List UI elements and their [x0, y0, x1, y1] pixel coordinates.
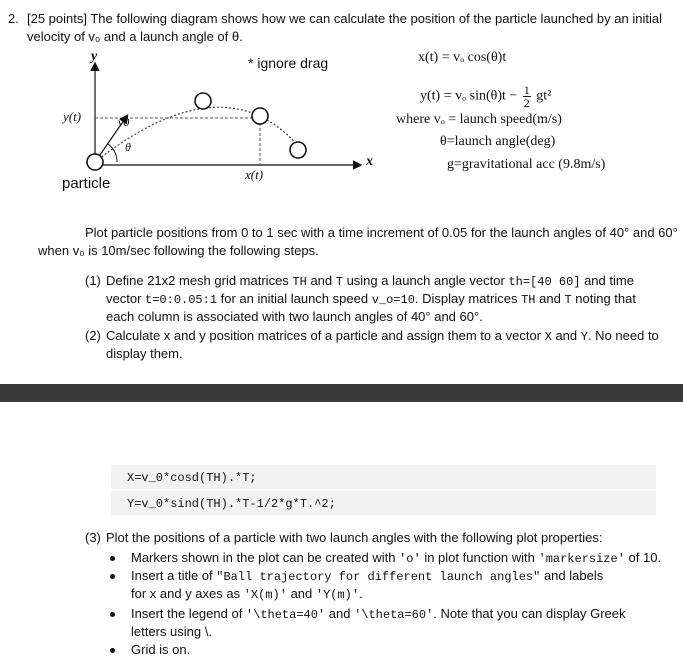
- step3-label: (3): [85, 530, 101, 545]
- step1-line3: each column is associated with two launch angles of 40° and 60°.: [106, 309, 483, 324]
- code-line2: Y=v_0*sind(TH).*T-1/2*g*T.^2;: [127, 497, 336, 511]
- problem-header-line1: [25 points] The following diagram shows how we can calculate the position of the particle launched by an initial: [27, 11, 662, 26]
- theta-definition: θ=launch angle(deg): [440, 134, 556, 149]
- theta-label: θ: [125, 140, 131, 154]
- step2-line1: Calculate x and y position matrices of a particle and assign them to a vector X and Y. No need to: [106, 328, 659, 344]
- bullet-dot: [110, 574, 115, 579]
- equation-x: x(t) = vₒ cos(θ)t: [418, 50, 507, 65]
- step1-line1: Define 21x2 mesh grid matrices TH and T using a launch angle vector th=[40 60] and time: [106, 273, 634, 289]
- y-axis-label: y: [91, 49, 98, 64]
- step1-label: (1): [85, 273, 101, 288]
- intro-line1: Plot particle positions from 0 to 1 sec with a time increment of 0.05 for the launch angles of 40° and 60°: [85, 225, 678, 240]
- step3-bullet2-line1: Insert a title of "Ball trajectory for different launch angles" and labels: [131, 568, 604, 584]
- particle-mid: [195, 93, 211, 109]
- v0-label: v0: [118, 115, 130, 129]
- problem-header-line2: velocity of v₀ and a launch angle of θ.: [27, 29, 243, 44]
- equation-y: y(t) = vₒ sin(θ)t − $\frac{1}{2}$ gt²: [420, 83, 552, 110]
- g-definition: g=gravitational acc (9.8m/s): [447, 157, 606, 172]
- page-separator: [0, 384, 683, 402]
- yt-label: y(t): [63, 109, 82, 124]
- step3-bullet2-line2: for x and y axes as 'X(m)' and 'Y(m)'.: [131, 586, 363, 602]
- intro-line2: when v₀ is 10m/sec following the following steps.: [38, 243, 319, 258]
- step2-label: (2): [85, 328, 101, 343]
- step3-text: Plot the positions of a particle with two launch angles with the following plot properties:: [106, 530, 603, 545]
- step3-bullet1: Markers shown in the plot can be created with 'o' in plot function with 'markersize' of 10.: [131, 550, 662, 566]
- bullet-dot: [110, 612, 115, 617]
- problem-number: 2.: [8, 11, 19, 26]
- particle-end: [290, 142, 306, 158]
- step1-line2: vector t=0:0.05:1 for an initial launch speed v_o=10. Display matrices TH and T noting that: [106, 291, 636, 307]
- where-line: where vₒ = launch speed(m/s): [396, 112, 562, 127]
- xt-label: x(t): [245, 167, 264, 182]
- bullet-dot: [110, 648, 115, 653]
- step3-bullet4: Grid is on.: [131, 642, 191, 657]
- x-axis-label: x: [366, 154, 373, 169]
- step3-bullet3-line1: Insert the legend of '\theta=40' and '\theta=60'. Note that you can display Greek: [131, 606, 626, 622]
- particle-current: [252, 108, 268, 124]
- drag-note: * ignore drag: [248, 55, 329, 71]
- particle-label: particle: [62, 175, 111, 192]
- particle-start: [87, 154, 103, 170]
- bullet-dot: [110, 556, 115, 561]
- step2-line2: display them.: [106, 346, 183, 361]
- code-line1: X=v_0*cosd(TH).*T;: [127, 471, 257, 485]
- step3-bullet3-line2: letters using \.: [131, 624, 212, 639]
